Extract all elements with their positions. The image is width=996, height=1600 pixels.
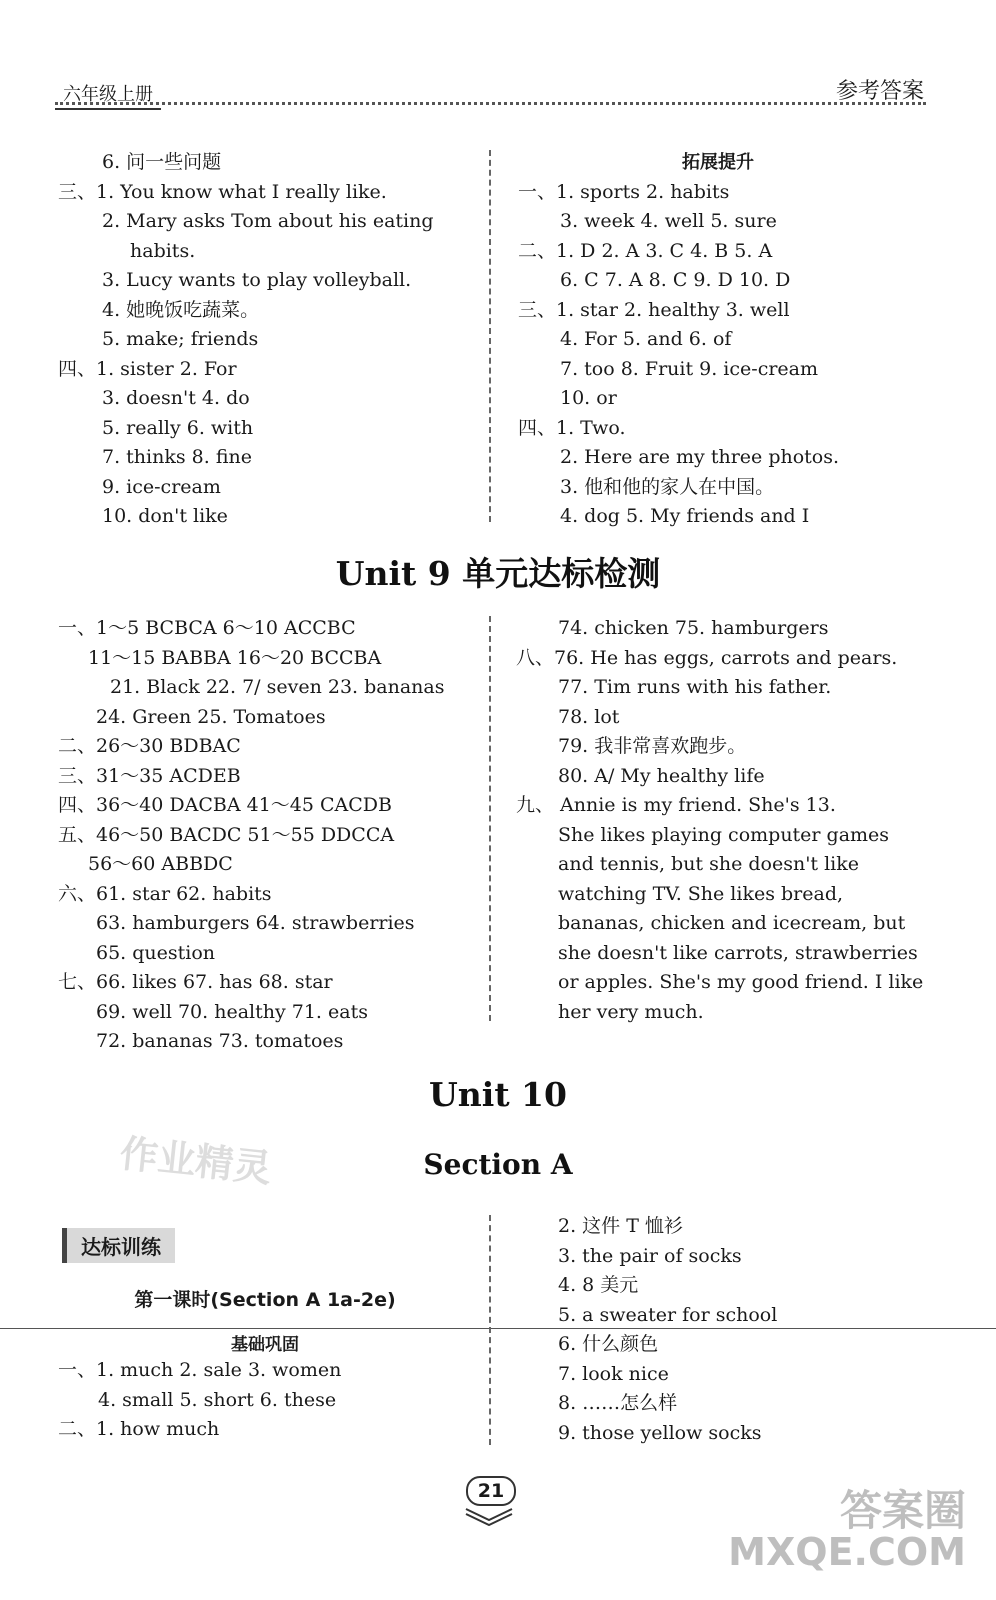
site-watermark: MXQE.COM (728, 1530, 966, 1574)
answer-line: 一、1～5 BCBCA 6～10 ACCBC (58, 617, 356, 639)
header-rule (55, 102, 926, 105)
training-badge: 达标训练 (62, 1228, 175, 1263)
answer-line: 5. really 6. with (102, 416, 254, 439)
answer-line: 10. don't like (102, 505, 228, 527)
answer-line: 3. Lucy wants to play volleyball. (102, 269, 412, 291)
answer-line: 3. doesn't 4. do (102, 387, 250, 409)
answer-line: 三、31～35 ACDEB (58, 764, 241, 787)
answer-line: 78. lot (558, 705, 620, 728)
answer-line: 9. those yellow socks (558, 1421, 762, 1444)
answer-line: 4. For 5. and 6. of (560, 328, 732, 350)
answer-line: 四、36～40 DACBA 41～45 CACDB (58, 794, 392, 816)
answer-line: 五、46～50 BACDC 51～55 DDCCA (58, 823, 395, 846)
page-number: 21 (466, 1476, 516, 1506)
answer-line: 6. 什么颜色 (558, 1333, 659, 1355)
answer-line: 四、1. Two. (518, 416, 626, 439)
essay-line: or apples. She's my good friend. I like (558, 971, 924, 993)
answer-line: 4. 8 美元 (558, 1274, 639, 1296)
answer-line: 三、1. star 2. healthy 3. well (518, 298, 790, 321)
essay-line: watching TV. She likes bread, (558, 882, 844, 905)
essay-line: she doesn't like carrots, strawberries (558, 941, 918, 964)
answer-line: 7. thinks 8. fine (102, 446, 252, 468)
answer-line: 九、 Annie is my friend. She's 13. (516, 794, 836, 816)
column-divider (489, 1215, 491, 1445)
unit9-title: Unit 9 单元达标检测 (335, 554, 661, 593)
answer-line: 三、1. You know what I really like. (58, 180, 387, 203)
answer-line: 69. well 70. healthy 71. eats (96, 1000, 368, 1023)
answer-line: 二、26～30 BDBAC (58, 735, 241, 757)
answer-line: 3. 他和他的家人在中国。 (560, 475, 775, 498)
column-divider (489, 150, 491, 522)
answer-line: 80. A/ My healthy life (558, 764, 765, 787)
top-right-answers (518, 148, 938, 532)
answer-key-title: 参考答案 (835, 79, 924, 104)
page-chevron-icon (462, 1506, 516, 1526)
answer-line: 21. Black 22. 7/ seven 23. bananas (110, 676, 445, 698)
answer-line: 7. look nice (558, 1362, 669, 1385)
column-divider (489, 616, 491, 1021)
unit9-right-answers (516, 614, 936, 1027)
unit10-left-answers (58, 1356, 483, 1445)
answer-line: habits. (130, 239, 196, 262)
top-left-answers (58, 148, 478, 532)
lesson-title: 第一课时(Section A 1a-2e) (134, 1289, 396, 1311)
answer-line: 7. too 8. Fruit 9. ice-cream (560, 357, 819, 380)
unit10-right-answers (558, 1212, 958, 1448)
answer-line: 10. or (560, 387, 617, 409)
answer-line: 9. ice-cream (102, 475, 221, 498)
answer-line: 79. 我非常喜欢跑步。 (558, 735, 747, 757)
answer-line: 6. C 7. A 8. C 9. D 10. D (560, 269, 791, 291)
answer-line: 3. the pair of socks (558, 1244, 742, 1267)
essay-line: her very much. (558, 1000, 704, 1023)
essay-line: bananas, chicken and icecream, but (558, 912, 906, 934)
answer-line: 5. make; friends (102, 328, 259, 350)
answer-line: 72. bananas 73. tomatoes (96, 1030, 344, 1052)
answer-line: 4. 她晚饭吃蔬菜。 (102, 298, 260, 321)
answer-line: 77. Tim runs with his father. (558, 676, 832, 698)
answer-line: 二、1. D 2. A 3. C 4. B 5. A (518, 239, 773, 262)
answer-line: 4. small 5. short 6. these (98, 1388, 337, 1411)
answer-line: 2. Here are my three photos. (560, 446, 840, 468)
section-a-title: Section A (423, 1148, 573, 1181)
answer-line: 5. a sweater for school (558, 1303, 778, 1326)
corner-watermark: 答案圈 (839, 1486, 966, 1535)
answer-line: 2. Mary asks Tom about his eating (102, 210, 434, 232)
answer-line: 11～15 BABBA 16～20 BCCBA (88, 646, 382, 669)
answer-line: 6. 问一些问题 (102, 151, 222, 173)
answer-line: 8. ……怎么样 (558, 1392, 678, 1414)
answer-line: 4. dog 5. My friends and I (560, 505, 810, 527)
answer-line: 2. 这件 T 恤衫 (558, 1215, 683, 1237)
answer-line: 56～60 ABBDC (88, 853, 233, 875)
stamp-watermark: 作业精灵 (117, 1131, 274, 1191)
answer-line: 3. week 4. well 5. sure (560, 210, 777, 232)
answer-line: 一、1. sports 2. habits (518, 180, 730, 203)
essay-line: and tennis, but she doesn't like (558, 853, 860, 875)
answer-line: 一、1. much 2. sale 3. women (58, 1359, 342, 1381)
answer-line: 八、76. He has eggs, carrots and pears. (516, 646, 898, 669)
answer-line: 74. chicken 75. hamburgers (558, 617, 829, 639)
answer-line: 二、1. how much (58, 1418, 220, 1440)
answer-line: 四、1. sister 2. For (58, 357, 237, 380)
answer-line: 65. question (96, 941, 216, 964)
basics-title: 基础巩固 (231, 1335, 299, 1355)
answer-line: 63. hamburgers 64. strawberries (96, 912, 415, 934)
essay-line: She likes playing computer games (558, 823, 890, 846)
unit9-left-answers (58, 614, 483, 1057)
extension-title: 拓展提升 (682, 152, 754, 173)
answer-line: 七、66. likes 67. has 68. star (58, 971, 333, 993)
grade-label: 六年级上册 (55, 78, 161, 110)
answer-line: 六、61. star 62. habits (58, 882, 272, 905)
answer-line: 24. Green 25. Tomatoes (96, 705, 326, 728)
unit10-title: Unit 10 (429, 1075, 567, 1114)
